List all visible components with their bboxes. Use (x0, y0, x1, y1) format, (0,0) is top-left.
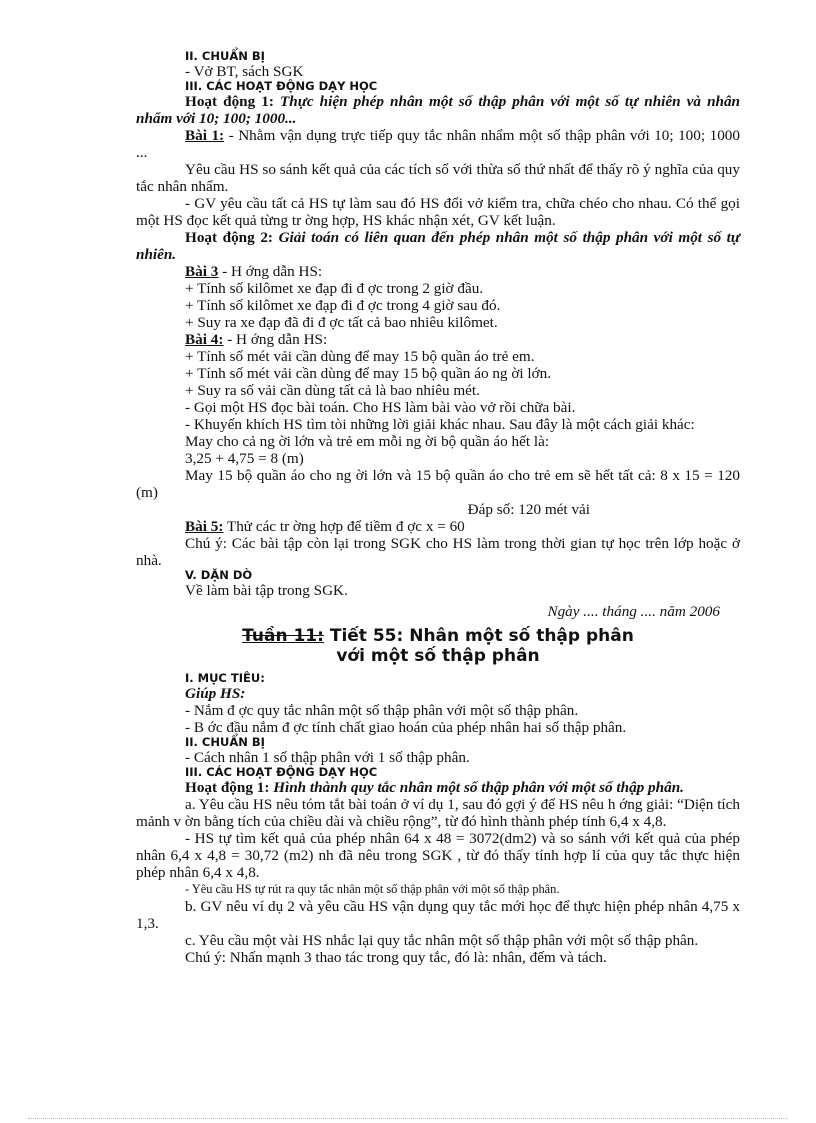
section-heading-preparation-2: II. CHUẨN BỊ (185, 735, 265, 749)
paragraph: - Khuyến khích HS tìm tòi những lời giải khác nhau. Sau đây là một cách giải khác: (185, 416, 695, 433)
paragraph: - GV yêu cầu tất cả HS tự làm sau đó HS đổi vở kiểm tra, chữa chéo cho nhau. Có thể gọi một HS đọc kết quả từng tr ờng hợp, HS khác nhận xét, GV kết luận. (136, 195, 740, 229)
list-item: + Tính số kilômet xe đạp đi đ ợc trong 4 giờ sau đó. (185, 297, 501, 314)
list-item: + Tính số mét vải cần dùng để may 15 bộ quần áo trẻ em. (185, 348, 535, 365)
exercise-1-label: Bài 1: (185, 127, 225, 144)
exercise-4-label: Bài 4: (185, 331, 224, 348)
paragraph: a. Yêu cầu HS nêu tóm tắt bài toán ở ví dụ 1, sau đó gợi ý để HS nêu h ớng giải: “Diện tích mảnh v ờn bằng tích của chiều dài và chiều rộng”, từ đó hình thành phép tính 6,4 x 4,8. (136, 796, 740, 830)
paragraph: c. Yêu cầu một vài HS nhắc lại quy tắc nhân một số thập phân với một số thập phân. (185, 932, 699, 949)
date-line: Ngày .... tháng .... năm 2006 (547, 603, 720, 620)
list-item: + Suy ra số vải cần dùng tất cả là bao nhiêu mét. (185, 382, 480, 399)
exercise-3-label: Bài 3 (185, 263, 219, 280)
objective-item: - Nắm đ ợc quy tắc nhân một số thập phân với một số thập phân. (185, 702, 579, 719)
paragraph: - Yêu cầu HS tự rút ra quy tắc nhân một số thập phân với một số thập phân. (185, 882, 560, 896)
document-page (136, 50, 740, 966)
list-item: + Tính số kilômet xe đạp đi đ ợc trong 2 giờ đầu. (185, 280, 484, 297)
calc-line: May cho cả ng ời lớn và trẻ em mỗi ng ời bộ quần áo hết là: (185, 433, 550, 450)
list-item: + Tính số mét vải cần dùng để may 15 bộ quần áo ng ời lớn. (185, 365, 552, 382)
exercise-5-text: Thử các tr ờng hợp để tiềm đ ợc x = 60 (223, 518, 465, 535)
calc-line: 3,25 + 4,75 = 8 (m) (185, 450, 304, 467)
exercise-1-text: - Nhằm vận dụng trực tiếp quy tắc nhân nhẩm một số thập phân với 10; 100; 1000 ... (136, 127, 740, 161)
exercise-3-text: - H ớng dẫn HS: (218, 263, 323, 280)
activity-1-label: Hoạt động 1 (185, 93, 269, 110)
lesson-week: Tuần 11: (242, 626, 324, 646)
section-heading-objectives: I. MỤC TIÊU: (185, 671, 265, 685)
paragraph: b. GV nêu ví dụ 2 và yêu cầu HS vận dụng quy tắc mới học để thực hiện phép nhân 4,75 x 1,3. (136, 898, 740, 932)
activity-2-title: Giải toán có liên quan đến phép nhân một số thập phân với một số tự nhiên. (136, 229, 741, 263)
exercise-3 (136, 263, 740, 280)
calc-line: May 15 bộ quần áo cho ng ời lớn và 15 bộ quần áo cho trẻ em sẽ hết tất cả: 8 x 15 = 120 (m) (136, 467, 740, 501)
activity-1b-heading: Hoạt động 1: Hình thành quy tắc nhân một số thập phân với một số thập phân. (185, 779, 684, 796)
section-heading-activities: III. CÁC HOẠT ĐỘNG DẠY HỌC (185, 79, 378, 93)
paragraph: - HS tự tìm kết quả của phép nhân 64 x 48 = 3072(dm2) và so sánh với kết quả của phép nhân 6,4 x 4,8 = 30,72 (m2) nh đã nêu trong SGK , từ đó thấy tính hợp lí của quy tắc thực hiện phép nhân 6,4 x 4,8. (136, 830, 740, 881)
activity-2-heading: Hoạt động 2: Giải toán có liên quan đến phép nhân một số thập phân với một số tự nhiên. (136, 229, 741, 263)
activity-1b-title: Hình thành quy tắc nhân một số thập phân với một số thập phân. (273, 779, 684, 796)
exercise-1 (136, 127, 740, 161)
activity-2-label: Hoạt động 2 (185, 229, 268, 246)
exercise-4-text: - H ớng dẫn HS: (223, 331, 328, 348)
exercise-5 (136, 518, 740, 535)
paragraph: Yêu cầu HS so sánh kết quả của các tích số với thừa số thứ nhất để thấy rõ ý nghĩa của quy tắc nhân nhẩm. (136, 161, 740, 195)
homework-item: Về làm bài tập trong SGK. (185, 582, 348, 599)
objective-item: - B ớc đầu nắm đ ợc tính chất giao hoán của phép nhân hai số thập phân. (185, 719, 627, 736)
page-bottom-rule (28, 1118, 788, 1119)
lesson-title (136, 626, 740, 666)
preparation-item-2: - Cách nhân 1 số thập phân với 1 số thập phân. (185, 749, 470, 766)
objectives-help: Giúp HS: (185, 685, 246, 702)
lesson-title-line-1: Tiết 55: Nhân một số thập phân (323, 626, 634, 646)
lesson-title-line-2: với một số thập phân (336, 646, 540, 666)
activity-1-heading: Hoạt động 1: Thực hiện phép nhân một số thập phân với một số tự nhiên và nhân nhẩm với 10; 100; 1000... (136, 93, 741, 127)
list-item: - Gọi một HS đọc bài toán. Cho HS làm bài vào vở rồi chữa bài. (185, 399, 576, 416)
activity-1-title: Thực hiện phép nhân một số thập phân với một số tự nhiên và nhân nhẩm với 10; 100; 1000... (136, 93, 741, 127)
exercise-5-label: Bài 5: (185, 518, 224, 535)
answer-line: Đáp số: 120 mét vải (467, 501, 590, 518)
section-heading-preparation: II. CHUẨN BỊ (185, 49, 265, 63)
exercise-4 (136, 331, 740, 348)
section-heading-activities-2: III. CÁC HOẠT ĐỘNG DẠY HỌC (185, 765, 378, 779)
section-heading-homework: V. DẶN DÒ (185, 568, 253, 582)
activity-1b-label: Hoạt động 1 (185, 779, 265, 796)
list-item: + Suy ra xe đạp đã đi đ ợc tất cả bao nhiêu kilômet. (185, 314, 498, 331)
note-paragraph: Chú ý: Nhấn mạnh 3 thao tác trong quy tắc, đó là: nhân, đếm và tách. (185, 949, 607, 966)
note-paragraph: Chú ý: Các bài tập còn lại trong SGK cho HS làm trong thời gian tự học trên lớp hoặc ở nhà. (136, 535, 740, 569)
preparation-item: - Vở BT, sách SGK (185, 63, 304, 80)
